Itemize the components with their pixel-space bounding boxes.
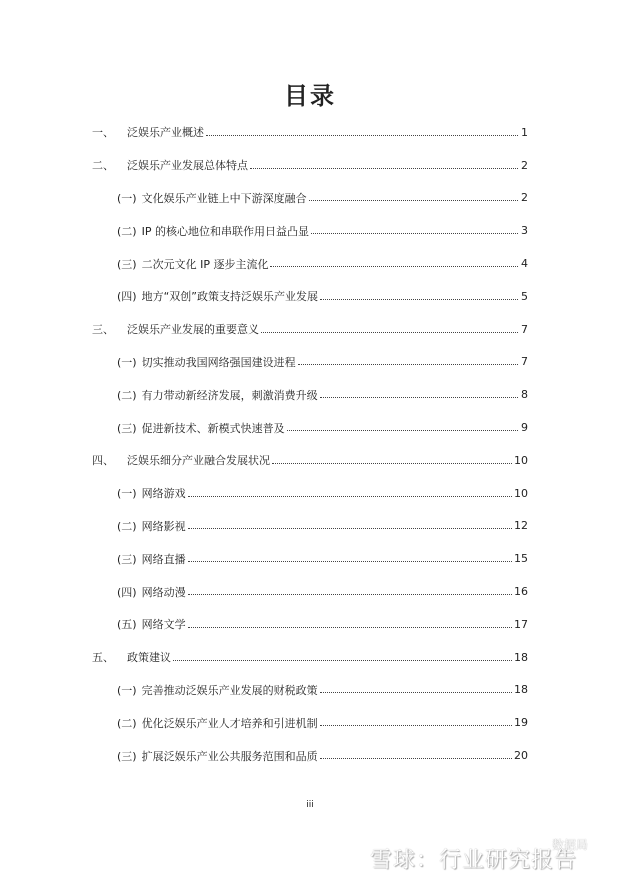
toc-entry-title: 有力带动新经济发展，刺激消费升级: [141, 388, 318, 402]
toc-entry-number: (三): [117, 749, 137, 763]
toc-entry-page: 2: [521, 158, 528, 172]
toc-entry-page: 3: [521, 224, 528, 238]
dot-leader: [250, 168, 518, 169]
toc-entry-page: 10: [514, 453, 528, 467]
dot-leader: [298, 364, 518, 365]
toc-entry-title: 地方“双创”政策支持泛娱乐产业发展: [141, 290, 318, 304]
dot-leader: [173, 660, 512, 661]
page-title: 目录: [284, 82, 336, 110]
toc-entry[interactable]: [92, 542, 528, 575]
toc-entry-title: 优化泛娱乐产业人才培养和引进机制: [141, 716, 318, 730]
toc-entry-title: 网络文学: [141, 618, 186, 632]
toc-entry-page: 1: [521, 125, 528, 139]
toc-entry-number: 一、: [92, 126, 114, 140]
toc-entry[interactable]: [92, 378, 528, 411]
toc-entry-number: (二): [117, 224, 137, 238]
toc-entry-page: 18: [514, 650, 528, 664]
toc-entry-title: IP 的核心地位和串联作用日益凸显: [141, 224, 309, 238]
toc-entry-title: 完善推动泛娱乐产业发展的财税政策: [141, 683, 318, 697]
toc-entry-number: 五、: [92, 651, 114, 665]
toc-entry-page: 18: [514, 683, 528, 697]
dot-leader: [272, 463, 512, 464]
toc-entry-title: 政策建议: [127, 651, 171, 665]
toc-entry-number: (三): [117, 257, 137, 271]
toc-entry-page: 7: [521, 355, 528, 369]
watermark: 雪球：行业研究报告: [370, 848, 578, 873]
toc-entry[interactable]: [92, 149, 528, 182]
toc-entry-page: 20: [514, 749, 528, 763]
toc-entry[interactable]: [92, 575, 528, 608]
toc-entry-number: (一): [117, 355, 137, 369]
dot-leader: [287, 430, 518, 431]
toc-entry-page: 8: [521, 388, 528, 402]
toc-entry-number: (一): [117, 487, 137, 501]
dot-leader: [188, 528, 512, 529]
toc-entry-title: 网络影视: [141, 519, 186, 533]
dot-leader: [188, 496, 512, 497]
toc-entry-title: 泛娱乐产业发展总体特点: [127, 159, 248, 173]
dot-leader: [261, 332, 518, 333]
toc-entry[interactable]: [92, 477, 528, 510]
dot-leader: [188, 594, 512, 595]
dot-leader: [206, 135, 518, 136]
toc-entry-page: 9: [521, 421, 528, 435]
dot-leader: [320, 397, 518, 398]
toc-entry[interactable]: [92, 510, 528, 543]
toc-entry-page: 12: [514, 519, 528, 533]
toc-entry-number: 二、: [92, 159, 114, 173]
toc-entry[interactable]: [92, 214, 528, 247]
page-number: iii: [306, 800, 314, 810]
toc-entry-page: 7: [521, 322, 528, 336]
toc-entry[interactable]: [92, 116, 528, 149]
toc-entry-number: (一): [117, 683, 137, 697]
toc-entry-number: (一): [117, 191, 137, 205]
toc-entry[interactable]: [92, 182, 528, 215]
toc-entry-title: 扩展泛娱乐产业公共服务范围和品质: [141, 749, 318, 763]
toc-entry-page: 4: [521, 257, 528, 271]
toc-entry[interactable]: [92, 247, 528, 280]
toc-entry-page: 16: [514, 585, 528, 599]
toc-entry-title: 二次元文化 IP 逐步主流化: [141, 257, 269, 271]
toc-entry[interactable]: [92, 739, 528, 772]
toc-entry-number: (二): [117, 716, 137, 730]
dot-leader: [309, 200, 518, 201]
toc-entry-title: 泛娱乐产业概述: [127, 126, 204, 140]
toc-entry-page: 19: [514, 716, 528, 730]
toc-entry[interactable]: [92, 444, 528, 477]
toc-entry-title: 泛娱乐细分产业融合发展状况: [127, 454, 270, 468]
toc-entry-number: 三、: [92, 323, 114, 337]
toc-entry-number: (四): [117, 585, 137, 599]
toc-entry[interactable]: [92, 608, 528, 641]
toc-entry-number: (二): [117, 519, 137, 533]
table-of-contents: [92, 116, 528, 772]
watermark-sub: 数据局: [552, 838, 589, 852]
toc-entry-number: (二): [117, 388, 137, 402]
toc-entry-number: 四、: [92, 454, 114, 468]
toc-entry-page: 15: [514, 552, 528, 566]
toc-entry-page: 10: [514, 486, 528, 500]
toc-entry[interactable]: [92, 346, 528, 379]
dot-leader: [320, 758, 512, 759]
toc-entry[interactable]: [92, 674, 528, 707]
dot-leader: [311, 233, 518, 234]
toc-entry-title: 促进新技术、新模式快速普及: [141, 421, 285, 435]
toc-entry-title: 切实推动我国网络强国建设进程: [141, 355, 296, 369]
toc-entry-number: (三): [117, 552, 137, 566]
dot-leader: [188, 627, 512, 628]
toc-entry[interactable]: [92, 706, 528, 739]
dot-leader: [188, 561, 512, 562]
toc-entry-page: 2: [521, 191, 528, 205]
toc-entry[interactable]: [92, 280, 528, 313]
toc-entry-title: 文化娱乐产业链上中下游深度融合: [141, 191, 307, 205]
dot-leader: [320, 725, 512, 726]
toc-entry-title: 网络直播: [141, 552, 186, 566]
dot-leader: [320, 692, 512, 693]
dot-leader: [320, 299, 518, 300]
toc-entry[interactable]: [92, 411, 528, 444]
toc-entry-number: (五): [117, 618, 137, 632]
dot-leader: [270, 266, 518, 267]
toc-entry[interactable]: [92, 313, 528, 346]
toc-entry-title: 网络游戏: [141, 487, 186, 501]
toc-entry-title: 网络动漫: [141, 585, 186, 599]
toc-entry-page: 17: [514, 617, 528, 631]
toc-entry[interactable]: [92, 641, 528, 674]
toc-entry-page: 5: [521, 289, 528, 303]
toc-entry-number: (三): [117, 421, 137, 435]
toc-entry-number: (四): [117, 290, 137, 304]
toc-entry-title: 泛娱乐产业发展的重要意义: [127, 323, 259, 337]
